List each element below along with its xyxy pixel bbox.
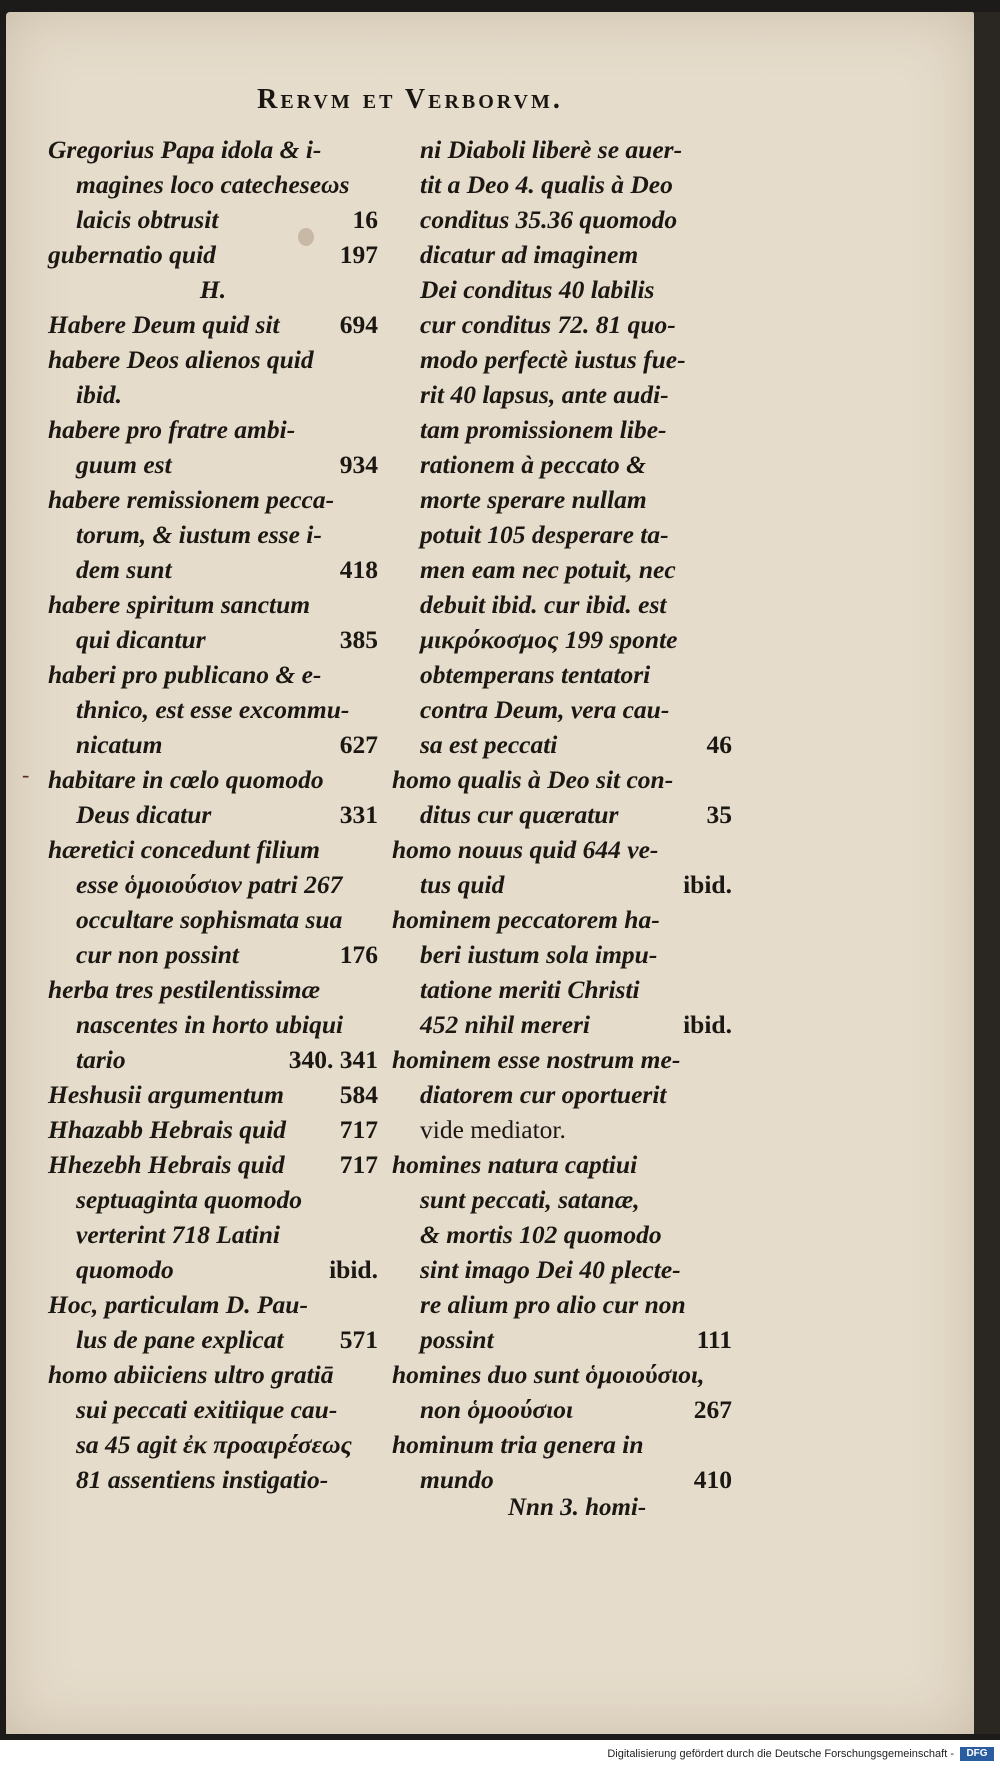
index-entry-line: [392, 517, 732, 552]
index-entry-line: [392, 272, 732, 307]
entry-text: men eam nec potuit, nec: [420, 555, 676, 584]
index-entry-line: [48, 832, 378, 867]
page-reference: 627: [339, 730, 378, 759]
index-entry-line: [392, 447, 732, 482]
entry-text: ditus cur quæratur: [420, 800, 619, 829]
index-entry-line: [48, 937, 378, 972]
entry-text: vide mediator.: [420, 1115, 566, 1144]
index-entry-line: [392, 692, 732, 727]
entry-text: rationem à peccato &: [420, 450, 646, 479]
page-reference: 410: [693, 1465, 732, 1494]
entry-text: homo nouus quid 644 ve-: [392, 835, 659, 864]
index-entry-line: [392, 132, 732, 167]
index-entry-line: [392, 482, 732, 517]
entry-text: Deus dicatur: [76, 800, 212, 829]
index-entry-line: [48, 202, 378, 237]
entry-text: non ὁμοούσιοι: [420, 1395, 574, 1424]
index-entry-line: [48, 902, 378, 937]
entry-text: diatorem cur oportuerit: [420, 1080, 667, 1109]
entry-text: torum, & iustum esse i-: [76, 520, 322, 549]
index-entry-line: [48, 1182, 378, 1217]
entry-text: ni Diaboli liberè se auer-: [420, 135, 683, 164]
index-entry-line: [48, 307, 378, 342]
entry-text: esse ὁμοιούσιον patri 267: [76, 870, 343, 899]
entry-text: sui peccati exitiique cau-: [76, 1395, 338, 1424]
entry-text: tatione meriti Christi: [420, 975, 640, 1004]
index-entry-line: [48, 412, 378, 447]
entry-text: sa 45 agit ἐκ προαιρέσεως: [76, 1430, 352, 1459]
index-entry-line: [48, 762, 378, 797]
page-reference: 176: [339, 940, 378, 969]
entry-text: verterint 718 Latini: [76, 1220, 280, 1249]
page-reference: 717: [339, 1150, 378, 1179]
entry-text: occultare sophismata sua: [76, 905, 343, 934]
page-reference: 934: [339, 450, 378, 479]
entry-text: nascentes in horto ubiqui: [76, 1010, 344, 1039]
page-reference: 197: [339, 240, 378, 269]
entry-text: gubernatio quid: [48, 240, 216, 269]
index-entry-line: [392, 1112, 732, 1147]
index-entry-line: [392, 307, 732, 342]
entry-text: beri iustum sola impu-: [420, 940, 658, 969]
entry-text: morte sperare nullam: [420, 485, 647, 514]
index-entry-line: [48, 622, 378, 657]
index-entry-line: [48, 1322, 378, 1357]
index-entry-line: [392, 1392, 732, 1427]
index-entry-line: [392, 1462, 732, 1497]
entry-text: hominum tria genera in: [392, 1430, 644, 1459]
page-reference: 46: [706, 730, 732, 759]
entry-text: contra Deum, vera cau-: [420, 695, 670, 724]
entry-text: guum est: [76, 450, 172, 479]
index-entry-line: [392, 1322, 732, 1357]
index-entry-line: [48, 552, 378, 587]
index-entry-line: [48, 1112, 378, 1147]
index-entry-line: [392, 1042, 732, 1077]
index-entry-line: [48, 447, 378, 482]
index-entry-line: [48, 1357, 378, 1392]
index-entry-line: [392, 867, 732, 902]
entry-text: homo qualis à Deo sit con-: [392, 765, 674, 794]
entry-text: septuaginta quomodo: [76, 1185, 303, 1214]
index-entry-line: [392, 797, 732, 832]
index-entry-line: [392, 1147, 732, 1182]
page-reference: ibid.: [683, 1010, 732, 1039]
entry-text: ibid.: [76, 380, 123, 409]
index-entry-line: [392, 1252, 732, 1287]
entry-text: cur conditus 72. 81 quo-: [420, 310, 676, 339]
entry-text: lus de pane explicat: [76, 1325, 284, 1354]
index-entry-line: [392, 972, 732, 1007]
entry-text: & mortis 102 quomodo: [420, 1220, 662, 1249]
entry-text: sa est peccati: [420, 730, 558, 759]
index-entry-line: [48, 1462, 378, 1497]
index-entry-line: [392, 762, 732, 797]
entry-text: Gregorius Papa idola & i-: [48, 135, 322, 164]
index-entry-line: [48, 1427, 378, 1462]
page-reference: 35: [706, 800, 732, 829]
index-entry-line: [48, 692, 378, 727]
index-entry-line: [48, 1252, 378, 1287]
running-header: Rervm et Verborvm.: [257, 84, 563, 115]
index-entry-line: [48, 132, 378, 167]
page-reference: 717: [339, 1115, 378, 1144]
entry-text: Hhezebh Hebrais quid: [48, 1150, 285, 1179]
entry-text: quomodo: [76, 1255, 174, 1284]
entry-text: hominem esse nostrum me-: [392, 1045, 681, 1074]
entry-text: mundo: [420, 1465, 494, 1494]
index-entry-line: [392, 167, 732, 202]
entry-text: habitare in cœlo quomodo: [48, 765, 324, 794]
entry-text: 81 assentiens instigatio-: [76, 1465, 329, 1494]
page-reference: 340. 341: [288, 1045, 378, 1074]
index-entry-line: [392, 342, 732, 377]
entry-text: μικρόκοσμος 199 sponte: [420, 625, 678, 654]
catchword: Nnn 3. homi-: [508, 1494, 647, 1521]
page-reference: 418: [339, 555, 378, 584]
entry-text: cur non possint: [76, 940, 239, 969]
entry-text: laicis obtrusit: [76, 205, 219, 234]
index-entry-line: [48, 867, 378, 902]
page-reference: 694: [339, 310, 378, 339]
index-entry-line: [392, 622, 732, 657]
entry-text: magines loco catecheseωs: [76, 170, 350, 199]
entry-text: habere remissionem pecca-: [48, 485, 335, 514]
index-entry-line: [392, 1077, 732, 1112]
entry-text: debuit ibid. cur ibid. est: [420, 590, 667, 619]
entry-text: nicatum: [76, 730, 163, 759]
entry-text: tit a Deo 4. qualis à Deo: [420, 170, 673, 199]
entry-text: rit 40 lapsus, ante audi-: [420, 380, 669, 409]
entry-text: Heshusii argumentum: [48, 1080, 284, 1109]
index-entry-line: [48, 1007, 378, 1042]
entry-text: homines natura captiui: [392, 1150, 638, 1179]
page-reference: 385: [339, 625, 378, 654]
index-entry-line: [48, 1217, 378, 1252]
page-reference: 111: [696, 1325, 732, 1354]
entry-text: 452 nihil mereri: [420, 1010, 591, 1039]
entry-text: qui dicantur: [76, 625, 206, 654]
page-reference: 331: [339, 800, 378, 829]
index-entry-line: [392, 1357, 732, 1392]
index-entry-line: [48, 517, 378, 552]
index-entry-line: [48, 272, 378, 307]
entry-text: haberi pro publicano & e-: [48, 660, 322, 689]
page-edge: [974, 12, 1000, 1734]
margin-mark: -: [22, 762, 30, 787]
entry-text: habere spiritum sanctum: [48, 590, 311, 619]
entry-text: thnico, est esse excommu-: [76, 695, 350, 724]
entry-text: hæretici concedunt filium: [48, 835, 321, 864]
index-entry-line: [48, 587, 378, 622]
index-entry-line: [48, 972, 378, 1007]
index-entry-line: [392, 1182, 732, 1217]
entry-text: habere pro fratre ambi-: [48, 415, 296, 444]
index-entry-line: [392, 657, 732, 692]
index-entry-line: [48, 237, 378, 272]
index-entry-line: [48, 377, 378, 412]
entry-text: dicatur ad imaginem: [420, 240, 639, 269]
entry-text: H.: [199, 275, 227, 304]
entry-text: Habere Deum quid sit: [48, 310, 280, 339]
index-entry-line: [48, 482, 378, 517]
index-entry-line: [392, 832, 732, 867]
dfg-logo: DFG: [960, 1747, 994, 1761]
index-entry-line: [48, 1392, 378, 1427]
index-entry-line: [392, 937, 732, 972]
entry-text: obtemperans tentatori: [420, 660, 651, 689]
entry-text: hominem peccatorem ha-: [392, 905, 660, 934]
index-entry-line: [48, 1042, 378, 1077]
index-entry-line: [48, 167, 378, 202]
index-entry-line: [48, 1147, 378, 1182]
index-entry-line: [48, 1287, 378, 1322]
entry-text: tam promissionem libe-: [420, 415, 667, 444]
entry-text: homines duo sunt ὁμοιούσιοι,: [392, 1360, 705, 1389]
entry-text: Dei conditus 40 labilis: [420, 275, 655, 304]
entry-text: Hhazabb Hebrais quid: [48, 1115, 287, 1144]
index-entry-line: [48, 342, 378, 377]
entry-text: habere Deos alienos quid: [48, 345, 314, 374]
index-entry-line: [392, 1287, 732, 1322]
entry-text: re alium pro alio cur non: [420, 1290, 686, 1319]
entry-text: sunt peccati, satanæ,: [420, 1185, 640, 1214]
page-reference: 267: [693, 1395, 732, 1424]
entry-text: tus quid: [420, 870, 505, 899]
page-reference: 16: [352, 205, 378, 234]
index-entry-line: [392, 237, 732, 272]
index-entry-line: [48, 657, 378, 692]
entry-text: conditus 35.36 quomodo: [420, 205, 678, 234]
page-reference: 571: [339, 1325, 378, 1354]
index-entry-line: [392, 587, 732, 622]
footer-text: Digitalisierung gefördert durch die Deutsche Forschungsgemeinschaft -: [607, 1748, 954, 1760]
entry-text: homo abiiciens ultro gratiā: [48, 1360, 334, 1389]
entry-text: tario: [76, 1045, 126, 1074]
index-entry-line: [392, 552, 732, 587]
entry-text: Hoc, particulam D. Pau-: [48, 1290, 308, 1319]
index-entry-line: [48, 797, 378, 832]
page-reference: ibid.: [329, 1255, 378, 1284]
index-entry-line: [392, 412, 732, 447]
entry-text: modo perfectè iustus fue-: [420, 345, 686, 374]
index-entry-line: [392, 1427, 732, 1462]
index-entry-line: [48, 727, 378, 762]
index-entry-line: [392, 727, 732, 762]
entry-text: potuit 105 desperare ta-: [420, 520, 669, 549]
index-entry-line: [392, 202, 732, 237]
left-index-column: [48, 132, 378, 1497]
page-reference: 584: [339, 1080, 378, 1109]
right-index-column: [392, 132, 732, 1497]
index-entry-line: [392, 902, 732, 937]
entry-text: dem sunt: [76, 555, 172, 584]
index-entry-line: [392, 377, 732, 412]
index-entry-line: [392, 1217, 732, 1252]
index-entry-line: [48, 1077, 378, 1112]
entry-text: possint: [420, 1325, 494, 1354]
page-reference: ibid.: [683, 870, 732, 899]
entry-text: herba tres pestilentissimæ: [48, 975, 321, 1004]
index-entry-line: [392, 1007, 732, 1042]
entry-text: sint imago Dei 40 plecte-: [420, 1255, 681, 1284]
